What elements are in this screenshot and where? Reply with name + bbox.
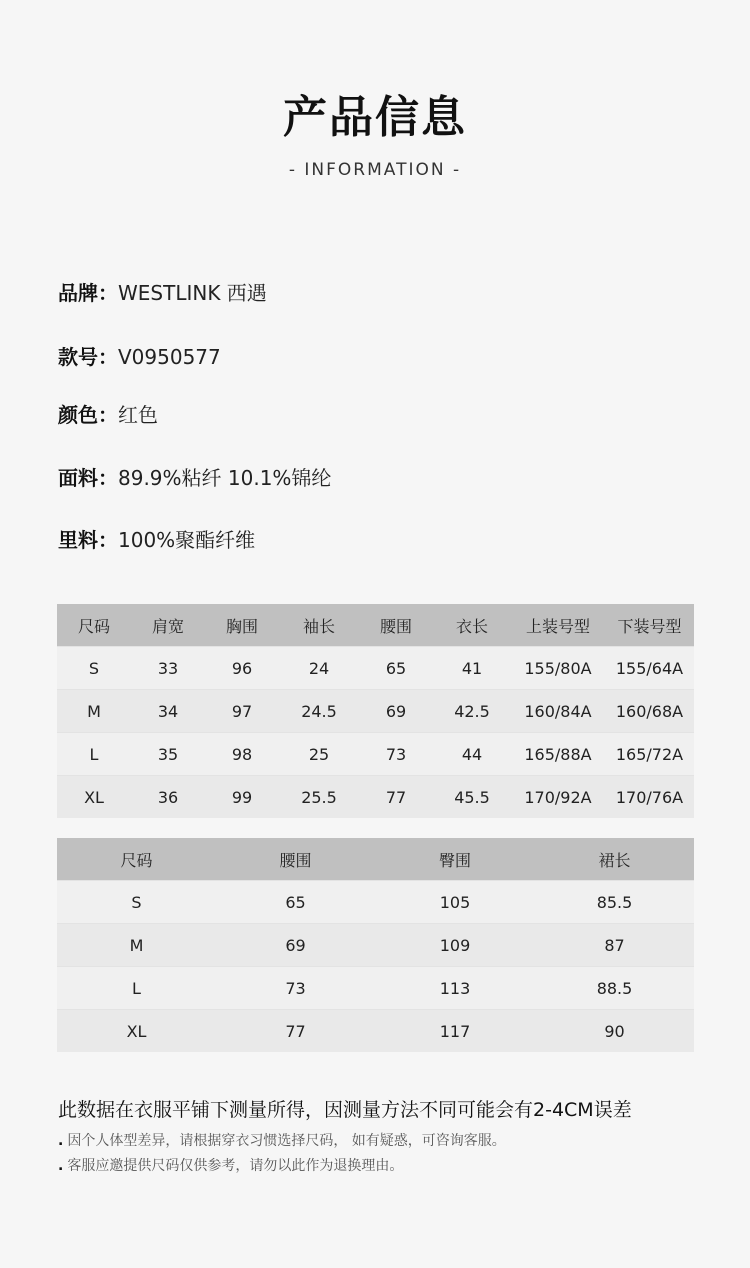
attribute-style-number: [58, 342, 221, 372]
header-waist: 腰围: [359, 604, 433, 647]
table-cell: 45.5: [433, 776, 511, 819]
table-header-row: [57, 838, 694, 881]
table-cell: 25.5: [279, 776, 359, 819]
attribute-value: V0950577: [118, 345, 221, 369]
table-cell: L: [57, 967, 216, 1010]
table-cell: 105: [375, 881, 535, 924]
header-size: 尺码: [57, 604, 131, 647]
table-cell: 36: [131, 776, 205, 819]
note-text: 因个人体型差异，请根据穿衣习惯选择尺码， 如有疑惑，可咨询客服。: [67, 1133, 506, 1149]
table-row: [57, 1010, 694, 1053]
header-hip: 臀围: [375, 838, 535, 881]
note-item: [58, 1155, 403, 1177]
table-row: [57, 647, 694, 690]
attribute-lining: [58, 525, 255, 555]
header-bottom-fit: 下装号型: [605, 604, 694, 647]
page-subtitle: - INFORMATION -: [288, 160, 462, 180]
attribute-brand: [58, 278, 267, 308]
table-cell: 170/92A: [511, 776, 605, 819]
table-cell: 42.5: [433, 690, 511, 733]
header-chest: 胸围: [205, 604, 279, 647]
attribute-label: 颜色：: [58, 403, 118, 427]
table-cell: 44: [433, 733, 511, 776]
table-row: [57, 776, 694, 819]
table-cell: 155/64A: [605, 647, 694, 690]
table-row: [57, 733, 694, 776]
bullet-icon: .: [58, 1133, 64, 1149]
table-row: [57, 924, 694, 967]
table-cell: 109: [375, 924, 535, 967]
table-cell: 77: [359, 776, 433, 819]
attribute-label: 里料：: [58, 528, 118, 552]
bottom-size-table: [57, 838, 694, 1052]
table-cell: S: [57, 647, 131, 690]
table-cell: 77: [216, 1010, 375, 1053]
table-cell: 25: [279, 733, 359, 776]
table-cell: 69: [216, 924, 375, 967]
table-cell: 97: [205, 690, 279, 733]
table-cell: S: [57, 881, 216, 924]
table-row: [57, 967, 694, 1010]
note-text: 客服应邀提供尺码仅供参考，请勿以此作为退换理由。: [67, 1158, 404, 1174]
table-row: [57, 881, 694, 924]
table-cell: 160/68A: [605, 690, 694, 733]
table-cell: 113: [375, 967, 535, 1010]
table-cell: 165/88A: [511, 733, 605, 776]
measurement-note-title: 此数据在衣服平铺下测量所得，因测量方法不同可能会有2-4CM误差: [58, 1099, 632, 1121]
table-cell: 73: [216, 967, 375, 1010]
attribute-value: 红色: [118, 403, 158, 427]
table-cell: 73: [359, 733, 433, 776]
page-title: 产品信息: [283, 92, 467, 143]
table-cell: 65: [359, 647, 433, 690]
table-cell: 99: [205, 776, 279, 819]
table-cell: 35: [131, 733, 205, 776]
table-cell: 88.5: [535, 967, 694, 1010]
header-top-fit: 上装号型: [511, 604, 605, 647]
attribute-label: 品牌：: [58, 281, 118, 305]
table-cell: 155/80A: [511, 647, 605, 690]
table-cell: M: [57, 690, 131, 733]
header-shoulder: 肩宽: [131, 604, 205, 647]
table-cell: 41: [433, 647, 511, 690]
table-cell: 34: [131, 690, 205, 733]
header-sleeve: 袖长: [279, 604, 359, 647]
attribute-value: WESTLINK 西遇: [118, 281, 267, 305]
table-cell: 90: [535, 1010, 694, 1053]
header-size: 尺码: [57, 838, 216, 881]
top-size-table: [57, 604, 694, 818]
attribute-label: 面料：: [58, 466, 118, 490]
note-item: [58, 1130, 506, 1152]
attribute-label: 款号：: [58, 345, 118, 369]
attribute-fabric: [58, 463, 331, 493]
attribute-color: [58, 400, 158, 430]
table-cell: 24: [279, 647, 359, 690]
table-cell: 117: [375, 1010, 535, 1053]
table-cell: L: [57, 733, 131, 776]
table-cell: 87: [535, 924, 694, 967]
table-cell: 96: [205, 647, 279, 690]
table-cell: 65: [216, 881, 375, 924]
table-cell: 85.5: [535, 881, 694, 924]
table-cell: 170/76A: [605, 776, 694, 819]
header-length: 衣长: [433, 604, 511, 647]
table-cell: 98: [205, 733, 279, 776]
table-cell: XL: [57, 1010, 216, 1053]
header-skirt-length: 裙长: [535, 838, 694, 881]
bullet-icon: .: [58, 1158, 64, 1174]
table-row: [57, 690, 694, 733]
table-cell: 69: [359, 690, 433, 733]
table-header-row: [57, 604, 694, 647]
header-waist: 腰围: [216, 838, 375, 881]
table-cell: 165/72A: [605, 733, 694, 776]
attribute-value: 100%聚酯纤维: [118, 528, 256, 552]
table-cell: 24.5: [279, 690, 359, 733]
table-cell: XL: [57, 776, 131, 819]
table-cell: M: [57, 924, 216, 967]
table-cell: 160/84A: [511, 690, 605, 733]
table-cell: 33: [131, 647, 205, 690]
attribute-value: 89.9%粘纤 10.1%锦纶: [118, 466, 332, 490]
